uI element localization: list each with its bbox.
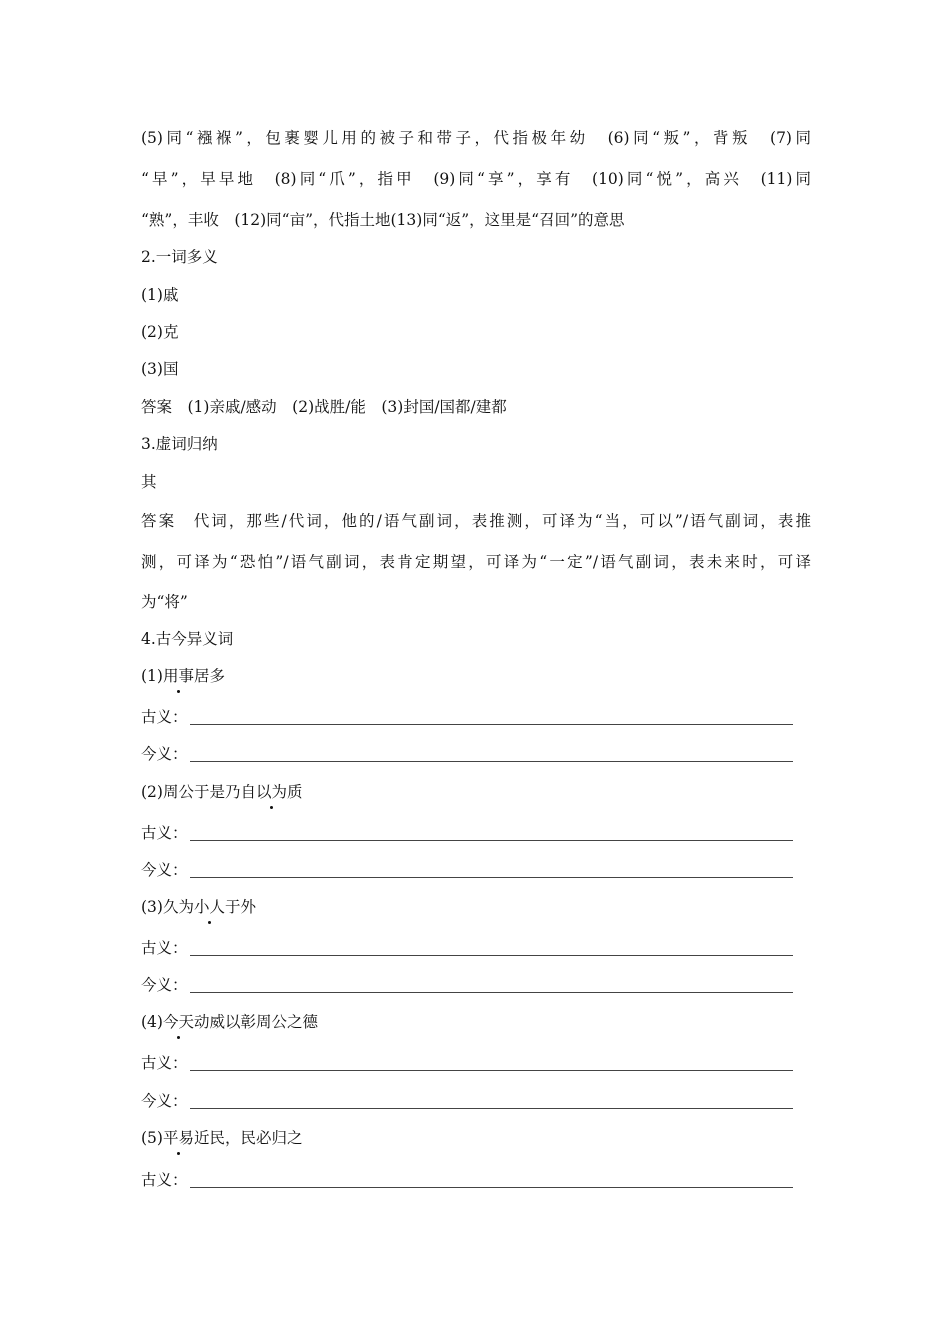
example-sentence: (2)周公于是乃自以为质 [141, 783, 303, 801]
gu-label: 古义： [141, 1054, 188, 1072]
example-sentence: (5)平易近民，民必归之 [141, 1129, 303, 1147]
paragraph-line: “早”，早早地 (8)同“爪”，指甲 (9)同“享”，享有 (10)同“悦”，高兴 (11)同 [141, 170, 811, 188]
jin-label: 今义： [141, 861, 188, 879]
target-word: 其 [141, 473, 157, 491]
paragraph-line: “熟”，丰收 (12)同“亩”，代指土地(13)同“返”，这里是“召回”的意思 [141, 211, 625, 229]
section-title: 2.一词多义 [141, 248, 218, 266]
answer-blank[interactable] [190, 1108, 793, 1109]
example-sentence: (3)久为小人于外 [141, 898, 256, 916]
list-item: (3)国 [141, 360, 179, 378]
emphasis-mark: 小人 [193, 898, 225, 916]
answer-blank[interactable] [190, 724, 793, 725]
jin-label: 今义： [141, 1092, 188, 1110]
list-item: (2)克 [141, 323, 179, 341]
answer-blank[interactable] [190, 877, 793, 878]
answer-text: 为“将” [141, 593, 188, 611]
section-title: 4.古今异义词 [141, 630, 234, 648]
answer-blank[interactable] [190, 992, 793, 993]
gu-label: 古义： [141, 1171, 188, 1189]
emphasis-mark: 平易 [162, 1129, 194, 1147]
answer-blank[interactable] [190, 761, 793, 762]
list-item: (1)戚 [141, 286, 179, 304]
gu-label: 古义： [141, 939, 188, 957]
answer-blank[interactable] [190, 1187, 793, 1188]
section-title: 3.虚词归纳 [141, 435, 218, 453]
example-sentence: (4)今天动威以彰周公之德 [141, 1013, 318, 1031]
example-sentence: (1)用事居多 [141, 667, 225, 685]
emphasis-mark: 以为 [255, 783, 287, 801]
answer-text: 测，可译为“恐怕”/语气副词，表肯定期望，可译为“一定”/语气副词，表未来时，可译 [141, 553, 811, 571]
answer-text: 答案 (1)亲戚/感动 (2)战胜/能 (3)封国/国都/建都 [141, 398, 507, 416]
emphasis-mark: 用事 [162, 667, 194, 685]
paragraph-line: (5)同“襁褓”，包裹婴儿用的被子和带子，代指极年幼 (6)同“叛”，背叛 (7)同 [141, 129, 811, 147]
gu-label: 古义： [141, 708, 188, 726]
answer-blank[interactable] [190, 955, 793, 956]
answer-blank[interactable] [190, 1070, 793, 1071]
answer-text: 答案 代词，那些/代词，他的/语气副词，表推测，可译为“当，可以”/语气副词，表推 [141, 512, 811, 530]
jin-label: 今义： [141, 745, 188, 763]
emphasis-mark: 今天 [162, 1013, 194, 1031]
jin-label: 今义： [141, 976, 188, 994]
answer-blank[interactable] [190, 840, 793, 841]
gu-label: 古义： [141, 824, 188, 842]
